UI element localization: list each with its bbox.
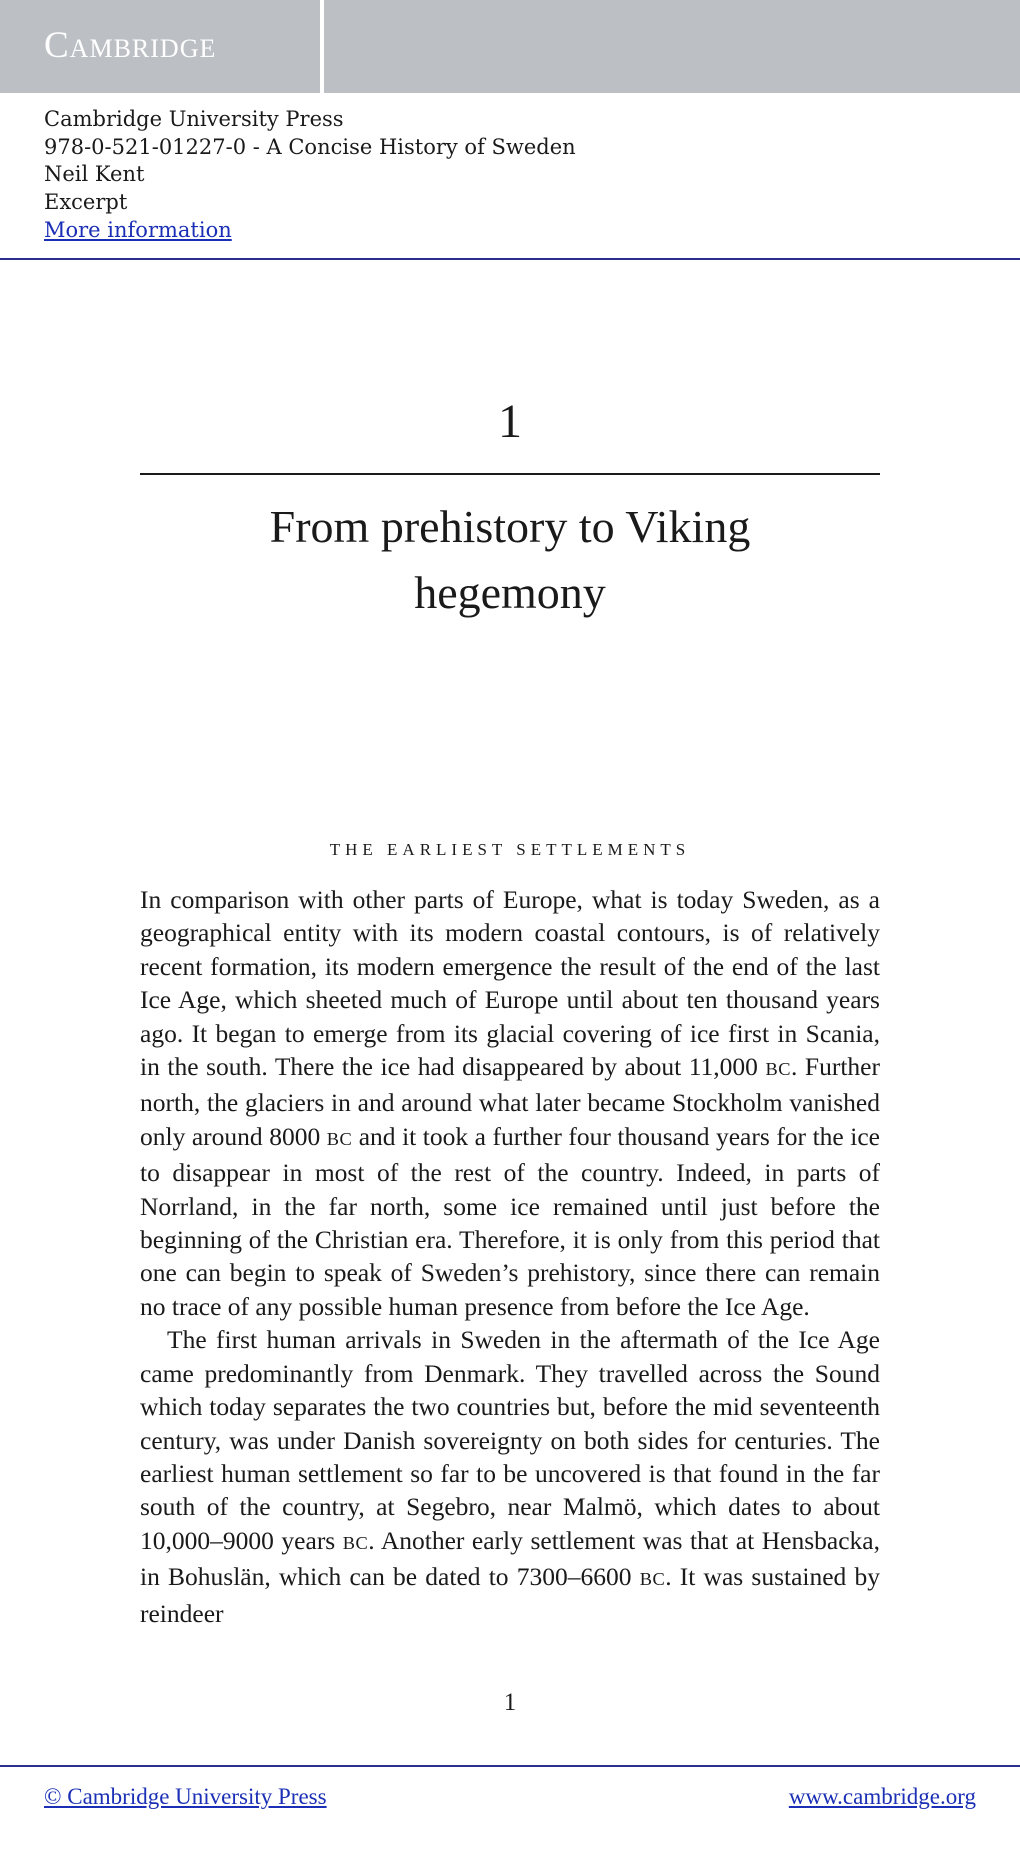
chapter-number: 1 — [498, 395, 522, 448]
header-rule — [0, 258, 1020, 260]
body-text — [140, 883, 880, 1630]
book-metadata — [44, 106, 576, 245]
chapter-title — [140, 494, 880, 626]
isbn-title: 978-0-521-01227-0 - A Concise History of Sweden — [44, 134, 576, 159]
paragraph-1: In comparison with other parts of Europe, what is today Sweden, as a geographical entity with its modern coastal contours, is of relatively recent formation, its modern emergence the result of the end of the last Ice Age, which sheeted much of Europe until about ten thousand years ago. It began to emerge from its glacial covering of ice first in Scania, in the south. There the ice had disappeared by about 11,000 BC. Further north, the glaciers in and around what later became Stockholm vanished only around 8000 BC and it took a further four thousand years for the ice to disappear in most of the rest of the country. Indeed, in parts of Norrland, in the far north, some ice remained until just before the beginning of the Christian era. Therefore, it is only from this period that one can begin to speak of Sweden’s prehistory, since there can remain no trace of any possible human presence from before the Ice Age. — [140, 885, 880, 1321]
page-number: 1 — [503, 1689, 517, 1716]
author-name: Neil Kent — [44, 162, 145, 187]
footer-rule — [0, 1765, 1020, 1767]
section-heading: THE EARLIEST SETTLEMENTS — [329, 840, 691, 859]
chapter-rule — [140, 473, 880, 475]
copyright-link[interactable]: © Cambridge University Press — [44, 1784, 327, 1809]
banner-divider — [320, 0, 324, 93]
publisher-banner — [0, 0, 1020, 93]
more-information-link[interactable]: More information — [44, 217, 232, 242]
cambridge-logo: Cambridge — [44, 25, 217, 66]
publisher-name: Cambridge University Press — [44, 107, 344, 131]
excerpt-label: Excerpt — [44, 190, 128, 215]
website-link[interactable]: www.cambridge.org — [788, 1784, 976, 1809]
chapter-title-line-1: From prehistory to Viking — [269, 501, 751, 552]
chapter-title-line-2: hegemony — [414, 567, 606, 618]
paragraph-2: The first human arrivals in Sweden in the aftermath of the Ice Age came predominantly from Denmark. They travelled across the Sound which today separates the two countries but, before the mid seventeenth century, was under Danish sovereignty on both sides for centuries. The earliest human settlement so far to be uncovered is that found in the far south of the country, at Segebro, near Malmö, which dates to about 10,000–9000 years BC. Another early settlement was that at Hensbacka, in Bohuslän, which can be dated to 7300–6600 BC. It was sustained by reindeer — [140, 1325, 881, 1628]
